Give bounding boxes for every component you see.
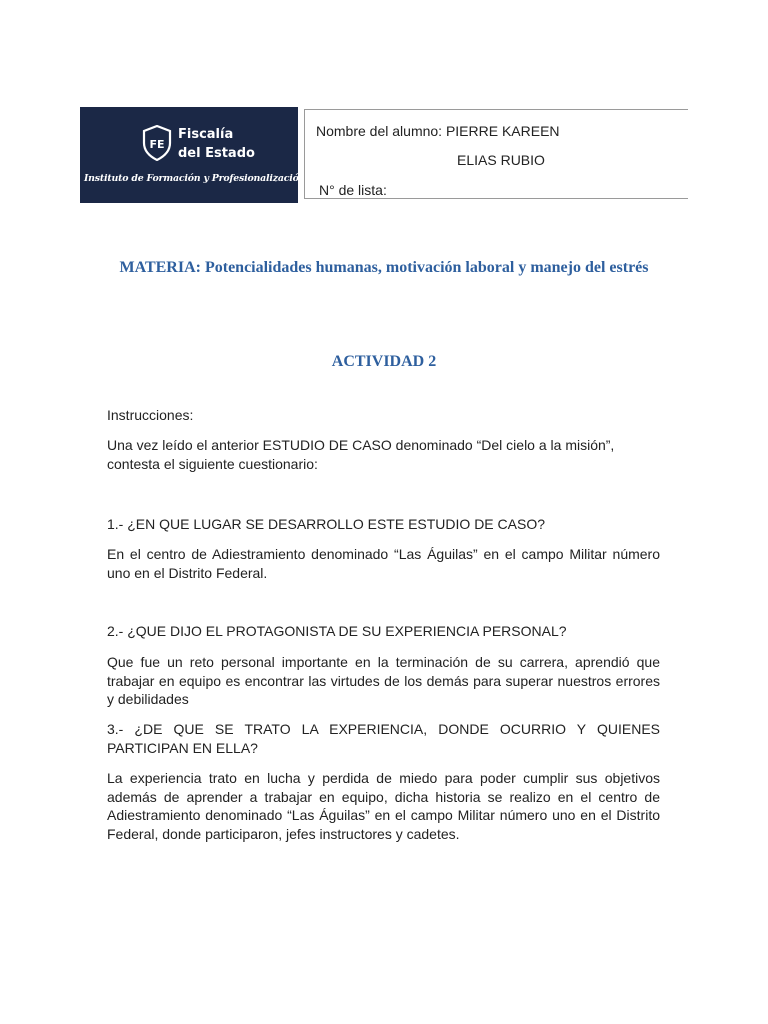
institution-logo — [80, 107, 306, 203]
logo-line-1: Fiscalía — [178, 127, 234, 142]
student-info-box — [304, 109, 688, 199]
logo-line-2: del Estado — [178, 146, 255, 161]
logo-subtitle: Instituto de Formación y Profesionalización — [84, 173, 306, 184]
activity-title: ACTIVIDAD 2 — [331, 353, 437, 370]
student-name-line: Nombre del alumno: PIERRE KAREEN — [316, 123, 560, 139]
answer-3: La experiencia trato en lucha y perdida de miedo para poder cumplir sus objetivos además de aprender a trabajar en equipo, dicha historia se realizo en el centro de Adiestramiento denominado “Las Águilas” en el campo Militar número uno en el Distrito Federal, donde participaron, jefes instructores y cadetes. — [107, 770, 660, 842]
question-2: 2.- ¿QUE DIJO EL PROTAGONISTA DE SU EXPERIENCIA PERSONAL? — [107, 623, 567, 639]
answer-1: En el centro de Adiestramiento denominado “Las Águilas” en el campo Militar número uno en el Distrito Federal. — [107, 546, 660, 581]
question-1: 1.- ¿EN QUE LUGAR SE DESARROLLO ESTE ESTUDIO DE CASO? — [107, 516, 545, 532]
answer-2: Que fue un reto personal importante en la terminación de su carrera, aprendió que trabajar en equipo es encontrar las virtudes de los demás para superar nuestros errores y debilidades — [107, 654, 660, 707]
student-surname-line: ELIAS RUBIO — [457, 152, 545, 168]
instructions-heading: Instrucciones: — [107, 407, 194, 423]
instructions-text: Una vez leído el anterior ESTUDIO DE CASO denominado “Del cielo a la misión”, contesta el siguiente cuestionario: — [107, 437, 615, 472]
shield-icon — [142, 125, 172, 161]
subject-title: MATERIA: Potencialidades humanas, motivación laboral y manejo del estrés — [119, 259, 649, 276]
logo-name — [178, 125, 255, 163]
question-3: 3.- ¿DE QUE SE TRATO LA EXPERIENCIA, DONDE OCURRIO Y QUIENES PARTICIPAN EN ELLA? — [107, 721, 660, 756]
shield-text: FE — [149, 138, 165, 151]
list-number-label: N° de lista: — [319, 182, 387, 198]
